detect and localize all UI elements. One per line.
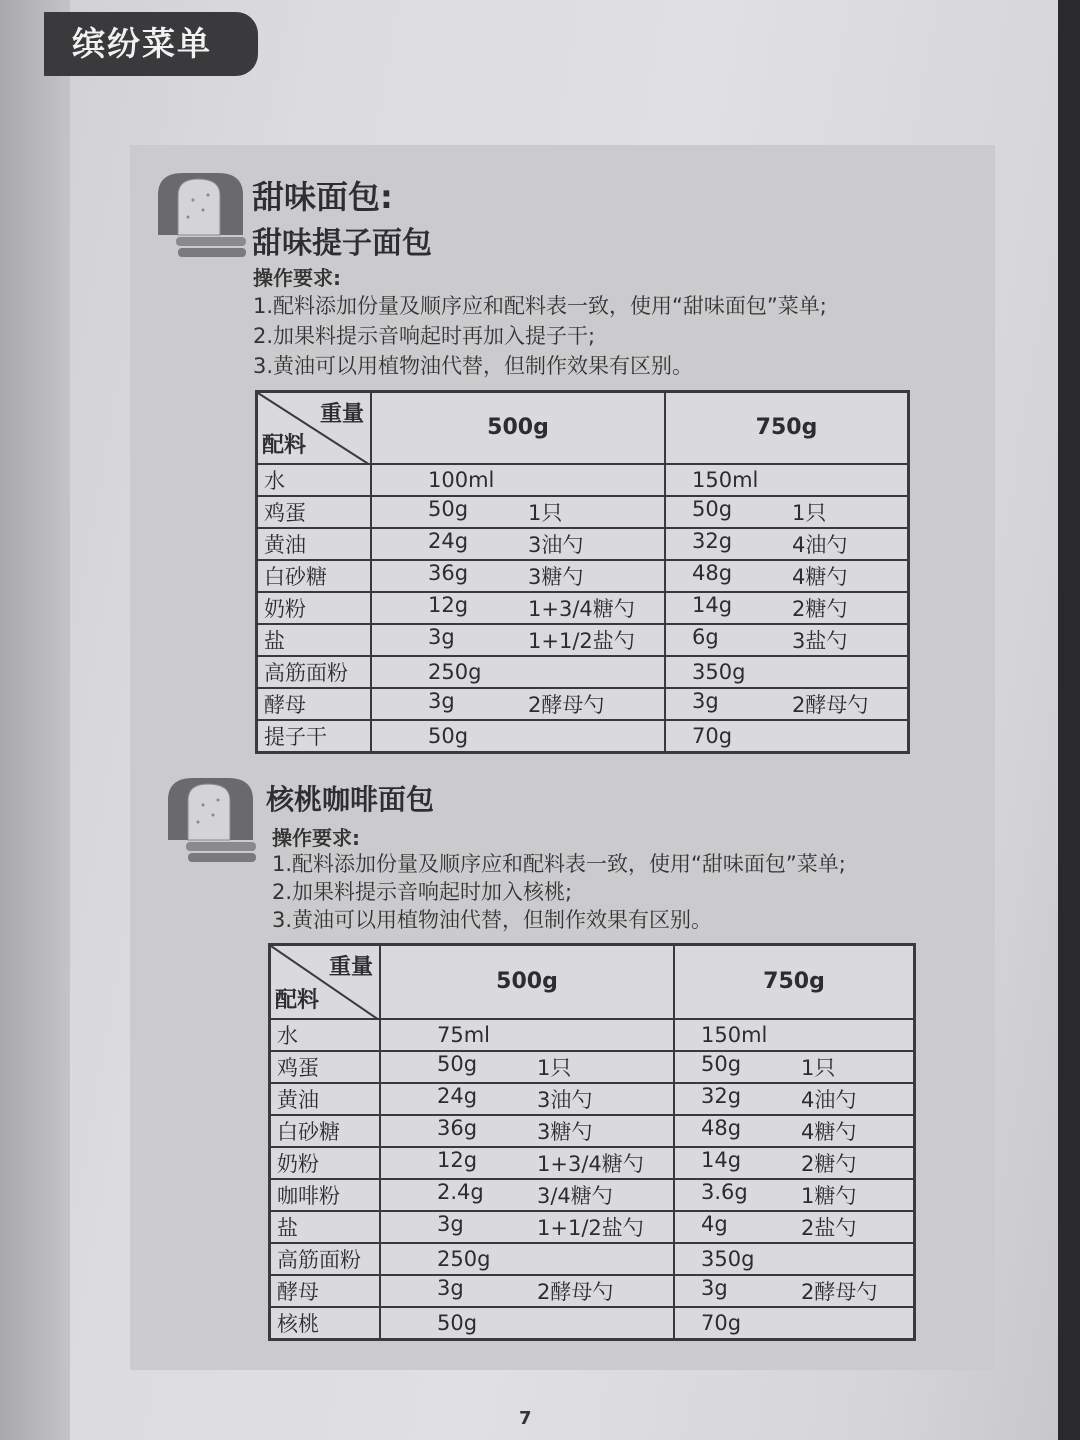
weight-750g: 14g bbox=[692, 592, 733, 617]
amount-500g bbox=[380, 1019, 674, 1051]
requirements-title: 操作要求: bbox=[272, 826, 360, 850]
ingredient-name: 酵母 bbox=[270, 1275, 381, 1307]
table-row bbox=[257, 720, 909, 753]
amount-500g bbox=[380, 1115, 674, 1147]
amount-750g bbox=[665, 688, 909, 720]
weight-750g: 48g bbox=[701, 1115, 742, 1140]
amount-500g bbox=[371, 464, 665, 496]
spoon-500g: 3糖勺 bbox=[537, 1119, 593, 1144]
spoon-750g: 1只 bbox=[801, 1055, 836, 1080]
weight-750g: 350g bbox=[701, 1246, 755, 1271]
table-row bbox=[270, 1019, 915, 1051]
amount-500g bbox=[380, 1275, 674, 1307]
ingredient-name: 提子干 bbox=[257, 720, 372, 753]
spoon-500g: 1只 bbox=[537, 1055, 572, 1080]
table-row bbox=[257, 496, 909, 528]
weight-500g: 3g bbox=[428, 624, 455, 649]
ingredient-name: 高筋面粉 bbox=[257, 656, 372, 688]
amount-750g bbox=[674, 1051, 915, 1083]
spoon-750g: 2糖勺 bbox=[792, 596, 848, 621]
ingredient-name: 酵母 bbox=[257, 688, 372, 720]
amount-500g bbox=[371, 528, 665, 560]
spoon-500g: 1+1/2盐勺 bbox=[537, 1215, 644, 1240]
spoon-750g: 2糖勺 bbox=[801, 1151, 857, 1176]
ingredient-name: 白砂糖 bbox=[257, 560, 372, 592]
table-row bbox=[270, 1051, 915, 1083]
amount-500g bbox=[371, 496, 665, 528]
table-row bbox=[270, 1115, 915, 1147]
table-row bbox=[257, 560, 909, 592]
table-row bbox=[270, 1275, 915, 1307]
ingredient-label: 配料 bbox=[262, 432, 307, 458]
weight-500g: 3g bbox=[437, 1211, 464, 1236]
ingredient-name: 鸡蛋 bbox=[257, 496, 372, 528]
ingredient-name: 奶粉 bbox=[257, 592, 372, 624]
spoon-500g: 3/4糖勺 bbox=[537, 1183, 613, 1208]
amount-750g bbox=[665, 624, 909, 656]
bread-loaf-icon bbox=[148, 165, 248, 265]
ingredient-name: 高筋面粉 bbox=[270, 1243, 381, 1275]
amount-750g bbox=[674, 1179, 915, 1211]
weight-500g: 250g bbox=[428, 659, 482, 684]
ingredient-table bbox=[268, 943, 916, 1341]
amount-750g bbox=[674, 1083, 915, 1115]
spoon-750g: 4油勺 bbox=[792, 532, 848, 557]
table-row bbox=[257, 592, 909, 624]
weight-500g: 24g bbox=[428, 528, 469, 553]
spoon-500g: 2酵母勺 bbox=[528, 692, 605, 717]
table-row bbox=[270, 1147, 915, 1179]
ingredient-name: 白砂糖 bbox=[270, 1115, 381, 1147]
bread-loaf-icon bbox=[158, 770, 258, 870]
weight-750g: 6g bbox=[692, 624, 719, 649]
spoon-500g: 1+1/2盐勺 bbox=[528, 628, 635, 653]
page-fold-shadow bbox=[0, 0, 70, 1440]
spoon-500g: 2酵母勺 bbox=[537, 1279, 614, 1304]
amount-750g bbox=[674, 1019, 915, 1051]
weight-750g: 3g bbox=[701, 1275, 728, 1300]
spoon-750g: 1糖勺 bbox=[801, 1183, 857, 1208]
amount-500g bbox=[380, 1051, 674, 1083]
amount-500g bbox=[380, 1307, 674, 1340]
amount-500g bbox=[371, 656, 665, 688]
weight-500g: 24g bbox=[437, 1083, 478, 1108]
weight-500g: 50g bbox=[437, 1051, 478, 1076]
weight-750g: 150ml bbox=[692, 467, 759, 492]
weight-750g: 32g bbox=[701, 1083, 742, 1108]
amount-750g bbox=[674, 1211, 915, 1243]
amount-750g bbox=[665, 528, 909, 560]
amount-750g bbox=[674, 1147, 915, 1179]
weight-500g: 75ml bbox=[437, 1022, 491, 1047]
ingredient-name: 鸡蛋 bbox=[270, 1051, 381, 1083]
weight-750g: 14g bbox=[701, 1147, 742, 1172]
spoon-750g: 2酵母勺 bbox=[801, 1279, 878, 1304]
weight-500g: 50g bbox=[428, 496, 469, 521]
table-row bbox=[257, 464, 909, 496]
amount-500g bbox=[380, 1179, 674, 1211]
table-row bbox=[270, 1211, 915, 1243]
amount-750g bbox=[674, 1275, 915, 1307]
page-number: 7 bbox=[519, 1408, 532, 1429]
table-row bbox=[257, 528, 909, 560]
weight-750g: 50g bbox=[701, 1051, 742, 1076]
weight-500g: 50g bbox=[428, 723, 469, 748]
weight-500g: 3g bbox=[437, 1275, 464, 1300]
recipe-title: 甜味提子面包 bbox=[252, 226, 432, 261]
weight-500g: 2.4g bbox=[437, 1179, 484, 1204]
requirements-title: 操作要求: bbox=[253, 266, 341, 290]
table-row bbox=[257, 688, 909, 720]
amount-500g bbox=[380, 1211, 674, 1243]
weight-750g: 4g bbox=[701, 1211, 728, 1236]
table-row bbox=[270, 1307, 915, 1340]
weight-label: 重量 bbox=[319, 402, 364, 427]
weight-750g: 70g bbox=[701, 1310, 742, 1335]
menu-tab-header: 缤纷菜单 bbox=[44, 12, 258, 76]
amount-500g bbox=[371, 624, 665, 656]
weight-750g: 50g bbox=[692, 496, 733, 521]
amount-500g bbox=[380, 1243, 674, 1275]
ingredient-name: 核桃 bbox=[270, 1307, 381, 1340]
amount-750g bbox=[665, 496, 909, 528]
amount-500g bbox=[380, 1147, 674, 1179]
ingredient-name: 盐 bbox=[270, 1211, 381, 1243]
amount-500g bbox=[371, 560, 665, 592]
spoon-750g: 3盐勺 bbox=[792, 628, 848, 653]
weight-500g: 50g bbox=[437, 1310, 478, 1335]
category-title: 甜味面包: bbox=[252, 178, 393, 216]
amount-750g bbox=[665, 592, 909, 624]
amount-750g bbox=[665, 560, 909, 592]
table-row bbox=[270, 1243, 915, 1275]
ingredient-name: 咖啡粉 bbox=[270, 1179, 381, 1211]
spoon-750g: 1只 bbox=[792, 500, 827, 525]
table-row bbox=[270, 1083, 915, 1115]
spoon-500g: 3糖勺 bbox=[528, 564, 584, 589]
ingredient-name: 盐 bbox=[257, 624, 372, 656]
weight-500g: 12g bbox=[428, 592, 469, 617]
amount-750g bbox=[674, 1307, 915, 1340]
weight-750g: 3g bbox=[692, 688, 719, 713]
spoon-750g: 4糖勺 bbox=[801, 1119, 857, 1144]
amount-500g bbox=[371, 720, 665, 753]
requirement-line: 1.配料添加份量及顺序应和配料表一致，使用“甜味面包”菜单; bbox=[253, 294, 827, 318]
amount-500g bbox=[371, 592, 665, 624]
weight-500g: 3g bbox=[428, 688, 455, 713]
weight-750g: 350g bbox=[692, 659, 746, 684]
col-header-750g: 750g bbox=[665, 392, 909, 464]
table-row bbox=[257, 656, 909, 688]
recipe-title: 核桃咖啡面包 bbox=[266, 783, 435, 816]
ingredient-name: 黄油 bbox=[270, 1083, 381, 1115]
weight-500g: 250g bbox=[437, 1246, 491, 1271]
weight-750g: 70g bbox=[692, 723, 733, 748]
ingredient-name: 奶粉 bbox=[270, 1147, 381, 1179]
spoon-500g: 1+3/4糖勺 bbox=[528, 596, 635, 621]
spoon-500g: 1+3/4糖勺 bbox=[537, 1151, 644, 1176]
amount-750g bbox=[665, 464, 909, 496]
weight-500g: 36g bbox=[437, 1115, 478, 1140]
spoon-500g: 3油勺 bbox=[537, 1087, 593, 1112]
ingredient-name: 水 bbox=[270, 1019, 381, 1051]
weight-750g: 150ml bbox=[701, 1022, 768, 1047]
weight-500g: 12g bbox=[437, 1147, 478, 1172]
ingredient-label: 配料 bbox=[275, 987, 320, 1013]
spoon-750g: 4糖勺 bbox=[792, 564, 848, 589]
spoon-500g: 1只 bbox=[528, 500, 563, 525]
amount-750g bbox=[674, 1115, 915, 1147]
spoon-750g: 2酵母勺 bbox=[792, 692, 869, 717]
weight-750g: 3.6g bbox=[701, 1179, 748, 1204]
spoon-750g: 2盐勺 bbox=[801, 1215, 857, 1240]
ingredient-table bbox=[255, 390, 910, 754]
col-header-500g: 500g bbox=[371, 392, 665, 464]
amount-750g bbox=[674, 1243, 915, 1275]
weight-label: 重量 bbox=[328, 955, 373, 980]
requirement-line: 2.加果料提示音响起时再加入提子干; bbox=[253, 324, 596, 348]
amount-750g bbox=[665, 656, 909, 688]
amount-500g bbox=[371, 688, 665, 720]
weight-500g: 100ml bbox=[428, 467, 495, 492]
ingredient-name: 黄油 bbox=[257, 528, 372, 560]
table-row bbox=[270, 1179, 915, 1211]
spoon-750g: 4油勺 bbox=[801, 1087, 857, 1112]
requirement-line: 3.黄油可以用植物油代替，但制作效果有区别。 bbox=[272, 908, 713, 932]
spoon-500g: 3油勺 bbox=[528, 532, 584, 557]
weight-750g: 32g bbox=[692, 528, 733, 553]
weight-750g: 48g bbox=[692, 560, 733, 585]
col-header-500g: 500g bbox=[380, 945, 674, 1019]
table-corner-header bbox=[270, 945, 381, 1019]
table-corner-header bbox=[257, 392, 372, 464]
amount-750g bbox=[665, 720, 909, 753]
ingredient-name: 水 bbox=[257, 464, 372, 496]
requirement-line: 2.加果料提示音响起时加入核桃; bbox=[272, 880, 573, 904]
table-row bbox=[257, 624, 909, 656]
weight-500g: 36g bbox=[428, 560, 469, 585]
col-header-750g: 750g bbox=[674, 945, 915, 1019]
requirement-line: 1.配料添加份量及顺序应和配料表一致，使用“甜味面包”菜单; bbox=[272, 852, 846, 876]
requirement-line: 3.黄油可以用植物油代替，但制作效果有区别。 bbox=[253, 354, 694, 378]
amount-500g bbox=[380, 1083, 674, 1115]
